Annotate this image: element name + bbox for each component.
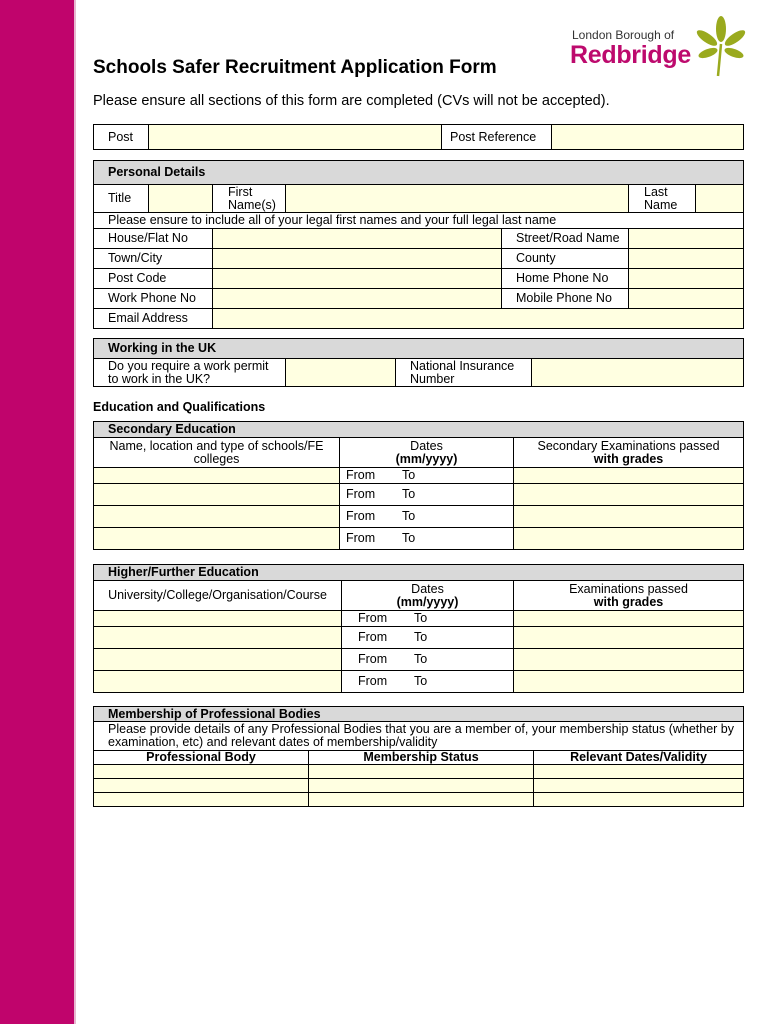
relevant-dates-input[interactable] [534,765,744,779]
email-label: Email Address [94,309,213,329]
logo-line2: Redbridge [570,41,691,69]
date-range-input[interactable] [342,627,514,649]
to-label: To [402,531,416,545]
exams-input[interactable] [514,528,744,550]
from-label: From [346,487,376,501]
course-input[interactable] [94,627,342,649]
exams-label: Secondary Examinations passed [537,438,720,453]
first-names-label: First Name(s) [213,185,286,213]
exams-input[interactable] [514,627,744,649]
to-label: To [402,487,416,501]
from-label: From [358,674,388,688]
page-title: Schools Safer Recruitment Application Form [93,57,497,78]
home-phone-label: Home Phone No [502,269,629,289]
post-reference-label: Post Reference [442,125,552,150]
working-uk-header: Working in the UK [94,339,744,359]
higher-education-table [93,564,744,693]
page-subtitle: Please ensure all sections of this form are completed (CVs will not be accepted). [93,93,610,109]
postcode-input[interactable] [213,269,502,289]
exams-input[interactable] [514,468,744,484]
work-permit-label: Do you require a work permit to work in the UK? [94,359,286,387]
working-uk-table [93,338,744,387]
membership-status-input[interactable] [309,765,534,779]
work-permit-input[interactable] [286,359,396,387]
from-label: From [346,509,376,523]
from-label: From [346,531,376,545]
relevant-dates-col: Relevant Dates/Validity [534,751,744,765]
grades-label: with grades [593,451,664,466]
date-range-input[interactable] [340,484,514,506]
school-input[interactable] [94,484,340,506]
school-input[interactable] [94,468,340,484]
exams-input[interactable] [514,611,744,627]
exams-label: Examinations passed [569,581,688,596]
personal-details-header: Personal Details [94,161,744,185]
sidebar-edge [74,0,76,1024]
higher-col-exams [514,581,744,611]
last-name-label: Last Name [629,185,696,213]
county-label: County [502,249,629,269]
work-phone-input[interactable] [213,289,502,309]
higher-education-header: Higher/Further Education [94,565,744,581]
email-input[interactable] [213,309,744,329]
membership-table [93,706,744,807]
mobile-input[interactable] [629,289,744,309]
from-label: From [358,630,388,644]
relevant-dates-input[interactable] [534,779,744,793]
date-range-input[interactable] [342,649,514,671]
mobile-label: Mobile Phone No [502,289,629,309]
school-input[interactable] [94,506,340,528]
secondary-col-exams [514,438,744,468]
town-label: Town/City [94,249,213,269]
post-input[interactable] [149,125,442,150]
house-label: House/Flat No [94,229,213,249]
membership-header: Membership of Professional Bodies [94,707,744,722]
from-label: From [358,652,388,666]
table-row [94,779,744,793]
from-label: From [346,468,376,482]
from-label: From [358,611,388,625]
logo-line1: London Borough of [572,28,675,42]
school-input[interactable] [94,528,340,550]
membership-status-input[interactable] [309,779,534,793]
last-name-input[interactable] [696,185,744,213]
membership-status-input[interactable] [309,793,534,807]
street-label: Street/Road Name [502,229,629,249]
secondary-education-header: Secondary Education [94,422,744,438]
secondary-col-dates [340,438,514,468]
to-label: To [414,674,428,688]
relevant-dates-input[interactable] [534,793,744,807]
exams-input[interactable] [514,671,744,693]
postcode-label: Post Code [94,269,213,289]
table-row [94,765,744,779]
higher-col-dates [342,581,514,611]
date-range-input[interactable] [340,468,514,484]
table-row [94,649,744,671]
secondary-col-schools: Name, location and type of schools/FE colleges [94,438,340,468]
date-format-label: (mm/yyyy) [395,451,458,466]
professional-body-input[interactable] [94,793,309,807]
to-label: To [402,509,416,523]
ni-number-label: National Insurance Number [396,359,532,387]
post-label: Post [94,125,149,150]
professional-body-col: Professional Body [94,751,309,765]
county-input[interactable] [629,249,744,269]
post-table [93,124,744,150]
home-phone-input[interactable] [629,269,744,289]
professional-body-input[interactable] [94,779,309,793]
personal-details-table [93,160,744,329]
date-range-input[interactable] [342,671,514,693]
table-row [94,528,744,550]
course-input[interactable] [94,649,342,671]
membership-status-col: Membership Status [309,751,534,765]
to-label: To [414,611,428,625]
to-label: To [402,468,416,482]
exams-input[interactable] [514,506,744,528]
date-range-input[interactable] [340,528,514,550]
table-row [94,484,744,506]
grades-label: with grades [593,594,664,609]
table-row [94,468,744,484]
course-input[interactable] [94,611,342,627]
table-row [94,793,744,807]
post-reference-input[interactable] [552,125,744,150]
date-range-input[interactable] [340,506,514,528]
chestnut-leaf-icon [694,16,748,78]
first-names-input[interactable] [286,185,629,213]
exams-input[interactable] [514,649,744,671]
ni-number-input[interactable] [532,359,744,387]
title-label: Title [94,185,149,213]
street-input[interactable] [629,229,744,249]
table-row [94,506,744,528]
dates-label: Dates [411,581,444,596]
professional-body-input[interactable] [94,765,309,779]
to-label: To [414,652,428,666]
legal-names-note: Please ensure to include all of your legal first names and your full legal last name [94,213,744,229]
membership-note: Please provide details of any Professional Bodies that you are a member of, your membership status (whether by examination, etc) and relevant dates of membership/validity [94,722,744,751]
table-row [94,671,744,693]
title-input[interactable] [149,185,213,213]
exams-input[interactable] [514,484,744,506]
town-input[interactable] [213,249,502,269]
date-range-input[interactable] [342,611,514,627]
table-row [94,627,744,649]
magenta-sidebar [0,0,74,1024]
secondary-education-table [93,421,744,550]
education-heading: Education and Qualifications [93,400,266,414]
to-label: To [414,630,428,644]
higher-col-course: University/College/Organisation/Course [94,581,342,611]
redbridge-logo [570,16,750,78]
house-input[interactable] [213,229,502,249]
dates-label: Dates [410,438,443,453]
table-row [94,611,744,627]
work-phone-label: Work Phone No [94,289,213,309]
course-input[interactable] [94,671,342,693]
date-format-label: (mm/yyyy) [396,594,459,609]
